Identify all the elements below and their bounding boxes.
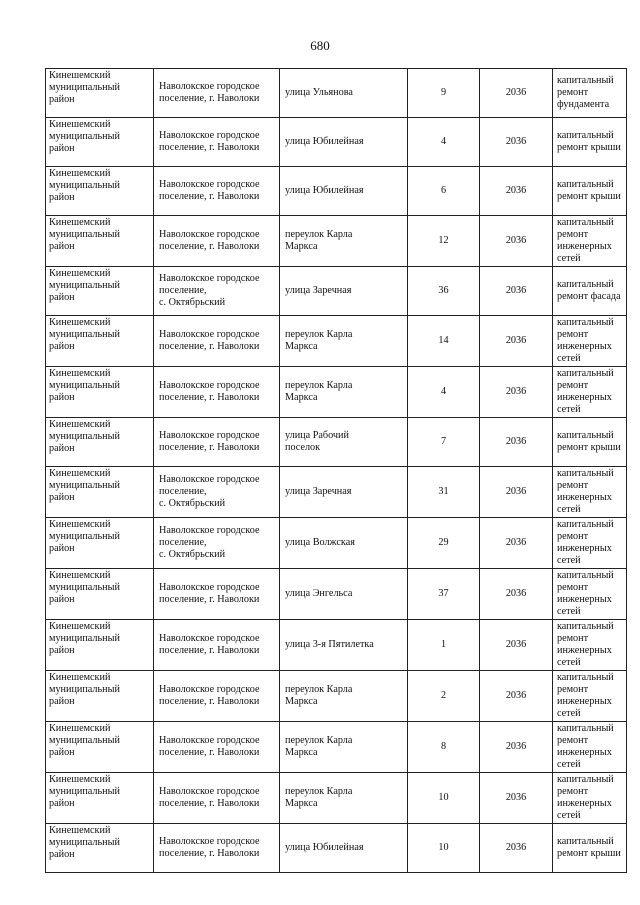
settlement-cell	[154, 518, 280, 569]
settlement-cell-text: Наволокское городское поселение, г. Наволоки	[159, 633, 260, 656]
street-cell-text: улица 3-я Пятилетка	[285, 639, 374, 650]
year-cell-text: 2036	[505, 136, 527, 147]
work-type-cell	[553, 467, 627, 518]
house-number-cell	[408, 118, 480, 167]
district-cell-text: Кинешемский муниципальный район	[49, 519, 120, 554]
year-cell-text: 2036	[505, 436, 527, 447]
settlement-cell	[154, 316, 280, 367]
house-number-cell-text: 29	[438, 537, 449, 548]
house-number-cell	[408, 367, 480, 418]
settlement-cell	[154, 367, 280, 418]
settlement-cell	[154, 167, 280, 216]
house-number-cell	[408, 620, 480, 671]
district-cell	[46, 367, 154, 418]
district-cell-text: Кинешемский муниципальный район	[49, 70, 120, 105]
work-type-cell-text: капитальный ремонт фасада	[557, 279, 621, 302]
settlement-cell-text: Наволокское городское поселение, с. Октябрьский	[159, 474, 260, 509]
settlement-cell	[154, 467, 280, 518]
house-number-cell	[408, 518, 480, 569]
street-cell-text: переулок Карла Маркса	[285, 786, 353, 809]
district-cell-text: Кинешемский муниципальный район	[49, 168, 120, 203]
table-row	[46, 69, 627, 118]
settlement-cell	[154, 69, 280, 118]
street-cell-text: улица Заречная	[285, 285, 352, 296]
year-cell-text: 2036	[505, 690, 527, 701]
work-type-cell	[553, 671, 627, 722]
house-number-cell-text: 14	[438, 335, 449, 346]
settlement-cell-text: Наволокское городское поселение, г. Наволоки	[159, 130, 260, 153]
house-number-cell-text: 12	[438, 235, 449, 246]
district-cell	[46, 118, 154, 167]
year-cell-text: 2036	[505, 741, 527, 752]
year-cell-text: 2036	[505, 537, 527, 548]
street-cell-text: улица Заречная	[285, 486, 352, 497]
district-cell-text: Кинешемский муниципальный район	[49, 119, 120, 154]
house-number-cell-text: 9	[440, 87, 447, 98]
work-type-cell	[553, 216, 627, 267]
settlement-cell-text: Наволокское городское поселение, г. Наволоки	[159, 786, 260, 809]
district-cell-text: Кинешемский муниципальный район	[49, 723, 120, 758]
street-cell	[280, 316, 408, 367]
district-cell-text: Кинешемский муниципальный район	[49, 672, 120, 707]
table-row	[46, 824, 627, 873]
district-cell	[46, 69, 154, 118]
table-row	[46, 316, 627, 367]
year-cell	[480, 216, 553, 267]
district-cell	[46, 467, 154, 518]
settlement-cell	[154, 418, 280, 467]
settlement-cell	[154, 773, 280, 824]
year-cell-text: 2036	[505, 792, 527, 803]
year-cell-text: 2036	[505, 386, 527, 397]
street-cell	[280, 118, 408, 167]
district-cell	[46, 316, 154, 367]
house-number-cell	[408, 216, 480, 267]
work-type-cell	[553, 824, 627, 873]
district-cell-text: Кинешемский муниципальный район	[49, 468, 120, 503]
work-type-cell	[553, 367, 627, 418]
street-cell-text: переулок Карла Маркса	[285, 229, 353, 252]
house-number-cell	[408, 824, 480, 873]
district-cell	[46, 418, 154, 467]
settlement-cell	[154, 267, 280, 316]
year-cell	[480, 518, 553, 569]
house-number-cell-text: 8	[440, 741, 447, 752]
street-cell	[280, 722, 408, 773]
district-cell	[46, 671, 154, 722]
street-cell	[280, 773, 408, 824]
house-number-cell	[408, 316, 480, 367]
street-cell	[280, 69, 408, 118]
settlement-cell	[154, 216, 280, 267]
street-cell	[280, 467, 408, 518]
work-type-cell-text: капитальный ремонт инженерных сетей	[557, 217, 614, 264]
settlement-cell-text: Наволокское городское поселение, г. Наволоки	[159, 735, 260, 758]
work-type-cell-text: капитальный ремонт инженерных сетей	[557, 368, 614, 415]
house-number-cell-text: 2	[440, 690, 447, 701]
table-body	[46, 69, 627, 873]
district-cell	[46, 569, 154, 620]
house-number-cell-text: 10	[438, 842, 449, 853]
work-type-cell	[553, 773, 627, 824]
street-cell-text: улица Юбилейная	[285, 136, 364, 147]
district-cell	[46, 824, 154, 873]
year-cell	[480, 620, 553, 671]
table-row	[46, 773, 627, 824]
street-cell	[280, 671, 408, 722]
street-cell-text: улица Рабочий поселок	[285, 430, 349, 453]
settlement-cell-text: Наволокское городское поселение, г. Наволоки	[159, 582, 260, 605]
house-number-cell-text: 4	[440, 386, 447, 397]
work-type-cell-text: капитальный ремонт инженерных сетей	[557, 774, 614, 821]
street-cell	[280, 367, 408, 418]
settlement-cell	[154, 620, 280, 671]
street-cell	[280, 569, 408, 620]
district-cell	[46, 620, 154, 671]
street-cell	[280, 518, 408, 569]
year-cell	[480, 167, 553, 216]
year-cell-text: 2036	[505, 285, 527, 296]
work-type-cell-text: капитальный ремонт инженерных сетей	[557, 723, 614, 770]
house-number-cell	[408, 167, 480, 216]
year-cell	[480, 69, 553, 118]
house-number-cell-text: 10	[438, 792, 449, 803]
table-row	[46, 267, 627, 316]
house-number-cell-text: 6	[440, 185, 447, 196]
district-cell-text: Кинешемский муниципальный район	[49, 621, 120, 656]
table-row	[46, 118, 627, 167]
year-cell	[480, 722, 553, 773]
house-number-cell-text: 4	[440, 136, 447, 147]
settlement-cell-text: Наволокское городское поселение, г. Наволоки	[159, 430, 260, 453]
house-number-cell	[408, 267, 480, 316]
table-row	[46, 216, 627, 267]
settlement-cell	[154, 118, 280, 167]
table-row	[46, 467, 627, 518]
year-cell	[480, 569, 553, 620]
street-cell	[280, 267, 408, 316]
street-cell-text: улица Юбилейная	[285, 185, 364, 196]
year-cell	[480, 418, 553, 467]
district-cell-text: Кинешемский муниципальный район	[49, 268, 120, 303]
work-type-cell-text: капитальный ремонт инженерных сетей	[557, 468, 614, 515]
district-cell	[46, 167, 154, 216]
year-cell	[480, 267, 553, 316]
district-cell	[46, 722, 154, 773]
settlement-cell-text: Наволокское городское поселение, г. Наволоки	[159, 81, 260, 104]
work-type-cell-text: капитальный ремонт крыши	[557, 130, 621, 153]
settlement-cell	[154, 824, 280, 873]
house-number-cell	[408, 671, 480, 722]
street-cell-text: переулок Карла Маркса	[285, 684, 353, 707]
year-cell-text: 2036	[505, 87, 527, 98]
house-number-cell	[408, 69, 480, 118]
work-type-cell	[553, 518, 627, 569]
year-cell-text: 2036	[505, 639, 527, 650]
settlement-cell-text: Наволокское городское поселение, г. Наволоки	[159, 229, 260, 252]
work-type-cell	[553, 418, 627, 467]
street-cell-text: переулок Карла Маркса	[285, 735, 353, 758]
settlement-cell	[154, 569, 280, 620]
house-number-cell-text: 37	[438, 588, 449, 599]
page-number: 680	[310, 38, 330, 53]
settlement-cell	[154, 671, 280, 722]
settlement-cell	[154, 722, 280, 773]
work-type-cell	[553, 118, 627, 167]
table-row	[46, 671, 627, 722]
house-number-cell	[408, 467, 480, 518]
work-type-cell-text: капитальный ремонт инженерных сетей	[557, 621, 614, 668]
repair-schedule-table	[45, 68, 627, 873]
table-row	[46, 367, 627, 418]
street-cell	[280, 418, 408, 467]
settlement-cell-text: Наволокское городское поселение, г. Наволоки	[159, 836, 260, 859]
work-type-cell-text: капитальный ремонт инженерных сетей	[557, 519, 614, 566]
settlement-cell-text: Наволокское городское поселение, г. Наволоки	[159, 380, 260, 403]
district-cell-text: Кинешемский муниципальный район	[49, 419, 120, 454]
settlement-cell-text: Наволокское городское поселение, с. Октябрьский	[159, 273, 260, 308]
street-cell	[280, 824, 408, 873]
house-number-cell-text: 7	[440, 436, 447, 447]
district-cell	[46, 773, 154, 824]
work-type-cell-text: капитальный ремонт инженерных сетей	[557, 672, 614, 719]
year-cell-text: 2036	[505, 588, 527, 599]
street-cell-text: улица Волжская	[285, 537, 355, 548]
house-number-cell	[408, 569, 480, 620]
house-number-cell-text: 36	[438, 285, 449, 296]
district-cell-text: Кинешемский муниципальный район	[49, 368, 120, 403]
house-number-cell	[408, 773, 480, 824]
year-cell	[480, 824, 553, 873]
work-type-cell	[553, 569, 627, 620]
street-cell	[280, 620, 408, 671]
house-number-cell-text: 31	[438, 486, 449, 497]
district-cell	[46, 267, 154, 316]
year-cell-text: 2036	[505, 335, 527, 346]
street-cell-text: улица Энгельса	[285, 588, 353, 599]
work-type-cell-text: капитальный ремонт инженерных сетей	[557, 317, 614, 364]
street-cell-text: переулок Карла Маркса	[285, 380, 353, 403]
work-type-cell-text: капитальный ремонт фундамента	[557, 75, 614, 110]
work-type-cell-text: капитальный ремонт инженерных сетей	[557, 570, 614, 617]
district-cell	[46, 518, 154, 569]
house-number-cell	[408, 418, 480, 467]
year-cell	[480, 773, 553, 824]
table-row	[46, 418, 627, 467]
work-type-cell	[553, 722, 627, 773]
street-cell-text: переулок Карла Маркса	[285, 329, 353, 352]
settlement-cell-text: Наволокское городское поселение, г. Наволоки	[159, 179, 260, 202]
year-cell-text: 2036	[505, 842, 527, 853]
district-cell-text: Кинешемский муниципальный район	[49, 317, 120, 352]
work-type-cell-text: капитальный ремонт крыши	[557, 836, 621, 859]
street-cell-text: улица Юбилейная	[285, 842, 364, 853]
settlement-cell-text: Наволокское городское поселение, г. Наволоки	[159, 329, 260, 352]
street-cell-text: улица Ульянова	[285, 87, 353, 98]
work-type-cell-text: капитальный ремонт крыши	[557, 179, 621, 202]
street-cell	[280, 216, 408, 267]
year-cell	[480, 367, 553, 418]
district-cell-text: Кинешемский муниципальный район	[49, 774, 120, 809]
house-number-cell-text: 1	[440, 639, 447, 650]
year-cell	[480, 118, 553, 167]
street-cell	[280, 167, 408, 216]
district-cell-text: Кинешемский муниципальный район	[49, 825, 120, 860]
year-cell	[480, 316, 553, 367]
table-row	[46, 620, 627, 671]
table-row	[46, 569, 627, 620]
district-cell	[46, 216, 154, 267]
house-number-cell	[408, 722, 480, 773]
table-row	[46, 167, 627, 216]
work-type-cell	[553, 267, 627, 316]
table-row	[46, 518, 627, 569]
table-row	[46, 722, 627, 773]
year-cell-text: 2036	[505, 235, 527, 246]
work-type-cell	[553, 167, 627, 216]
district-cell-text: Кинешемский муниципальный район	[49, 570, 120, 605]
settlement-cell-text: Наволокское городское поселение, с. Октябрьский	[159, 525, 260, 560]
work-type-cell	[553, 316, 627, 367]
year-cell	[480, 671, 553, 722]
year-cell	[480, 467, 553, 518]
district-cell-text: Кинешемский муниципальный район	[49, 217, 120, 252]
work-type-cell	[553, 69, 627, 118]
work-type-cell-text: капитальный ремонт крыши	[557, 430, 621, 453]
settlement-cell-text: Наволокское городское поселение, г. Наволоки	[159, 684, 260, 707]
work-type-cell	[553, 620, 627, 671]
year-cell-text: 2036	[505, 185, 527, 196]
year-cell-text: 2036	[505, 486, 527, 497]
